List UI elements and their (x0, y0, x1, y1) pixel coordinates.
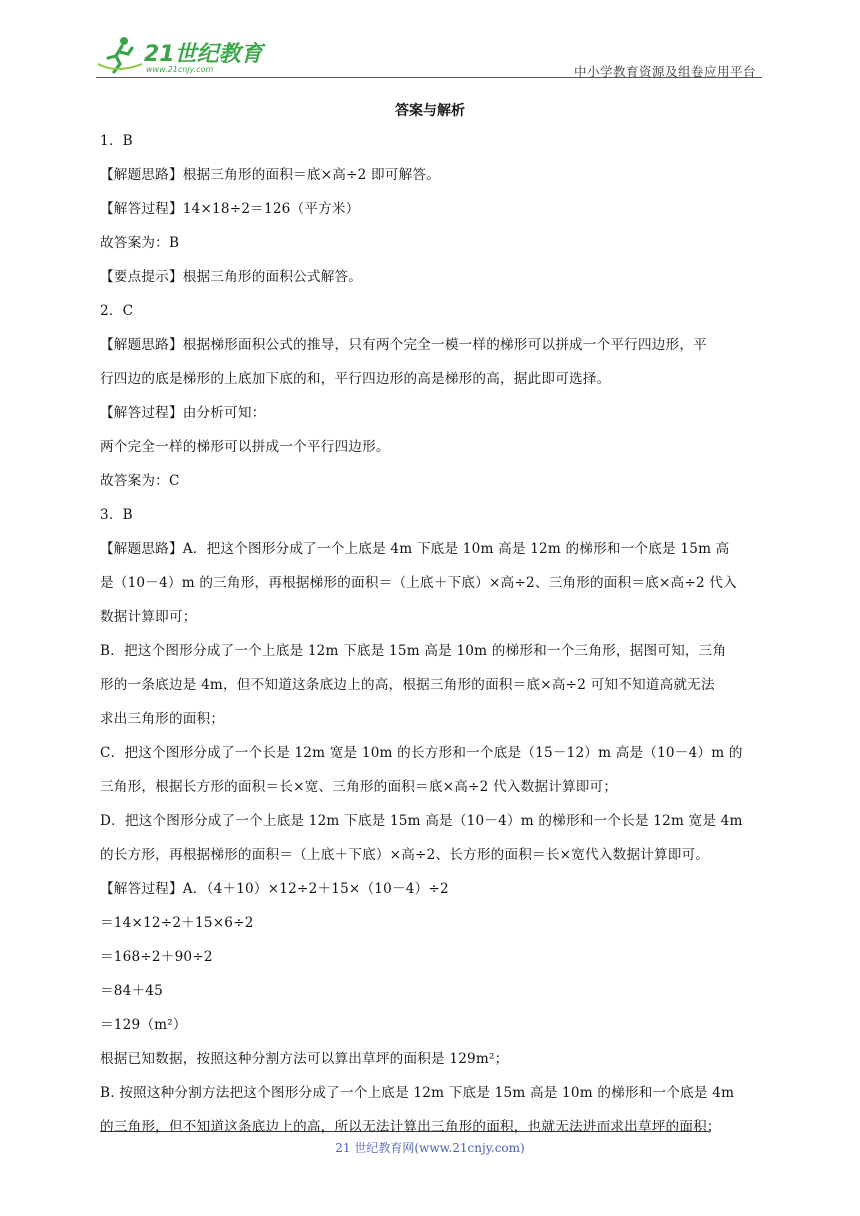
text-line: 3．B (100, 507, 133, 523)
page-title: 答案与解析 (395, 103, 465, 119)
footer-link[interactable]: 21 世纪教育网(www.21cnjy.com) (335, 1141, 525, 1155)
logo-21cnjy (96, 34, 266, 74)
text-line: ＝14×12÷2＋15×6÷2 (100, 915, 254, 931)
text-line: 1．B (100, 133, 133, 149)
text-line: ＝129（m²） (100, 1017, 187, 1033)
text-line: 【解答过程】14×18÷2＝126（平方米） (100, 201, 360, 217)
text-line: 求出三角形的面积； (100, 711, 225, 727)
text-line: 两个完全一样的梯形可以拼成一个平行四边形。 (100, 439, 390, 455)
text-line: 故答案为：C (100, 473, 180, 489)
text-line: 行四边的底是梯形的上底加下底的和，平行四边形的高是梯形的高，据此即可选择。 (100, 371, 611, 387)
text-line: 【解题思路】A．把这个图形分成了一个上底是 4m 下底是 10m 高是 12m 的梯形和一个底是 15m 高 (100, 541, 730, 557)
text-line: 根据已知数据，按照这种分割方法可以算出草坪的面积是 129m²； (100, 1051, 509, 1067)
logo-text: 21世纪教育 (144, 42, 263, 67)
text-line: B. 按照这种分割方法把这个图形分成了一个上底是 12m 下底是 15m 高是 10m 的梯形和一个底是 4m (100, 1085, 735, 1101)
text-line: 的三角形，但不知道这条底边上的高，所以无法计算出三角形的面积，也就无法进而求出草坪的面积； (100, 1119, 721, 1135)
page-header (96, 30, 762, 78)
text-line: 【解答过程】由分析可知： (100, 405, 266, 421)
text-line: 【解题思路】根据梯形面积公式的推导，只有两个完全一模一样的梯形可以拼成一个平行四边形，平 (100, 337, 707, 353)
footer-divider (100, 1131, 710, 1132)
text-line: D．把这个图形分成了一个上底是 12m 下底是 15m 高是（10－4）m 的梯形和一个长是 12m 宽是 4m (100, 813, 743, 829)
text-line: 2．C (100, 303, 134, 319)
text-line: 的长方形，再根据梯形的面积＝（上底＋下底）×高÷2、长方形的面积＝长×宽代入数据计算即可。 (100, 847, 710, 863)
header-divider (96, 77, 762, 78)
text-line: ＝84＋45 (100, 983, 163, 999)
text-line: 形的一条底边是 4m，但不知道这条底边上的高，根据三角形的面积＝底×高÷2 可知不知道高就无法 (100, 677, 715, 693)
text-line: 故答案为：B (100, 235, 180, 251)
text-line: 【要点提示】根据三角形的面积公式解答。 (100, 269, 363, 285)
text-line: 是（10－4）m 的三角形，再根据梯形的面积＝（上底＋下底）×高÷2、三角形的面积＝底×高÷2 代入 (100, 575, 737, 591)
text-line: 数据计算即可； (100, 609, 197, 625)
text-line: B．把这个图形分成了一个上底是 12m 下底是 15m 高是 10m 的梯形和一个三角形，据图可知，三角 (100, 643, 727, 659)
platform-name: 中小学教育资源及组卷应用平台 (573, 64, 756, 79)
logo-url: www.21cnjy.com (146, 65, 214, 74)
text-line: ＝168÷2＋90÷2 (100, 949, 213, 965)
text-line: 【解答过程】A．（4＋10）×12÷2＋15×（10－4）÷2 (100, 881, 449, 897)
text-line: C．把这个图形分成了一个长是 12m 宽是 10m 的长方形和一个底是（15－12）m 高是（10－4）m 的 (100, 745, 743, 761)
text-line: 【解题思路】根据三角形的面积＝底×高÷2 即可解答。 (100, 167, 441, 183)
text-line: 三角形，根据长方形的面积＝长×宽、三角形的面积＝底×高÷2 代入数据计算即可； (100, 779, 618, 795)
answer-content (100, 124, 764, 1144)
